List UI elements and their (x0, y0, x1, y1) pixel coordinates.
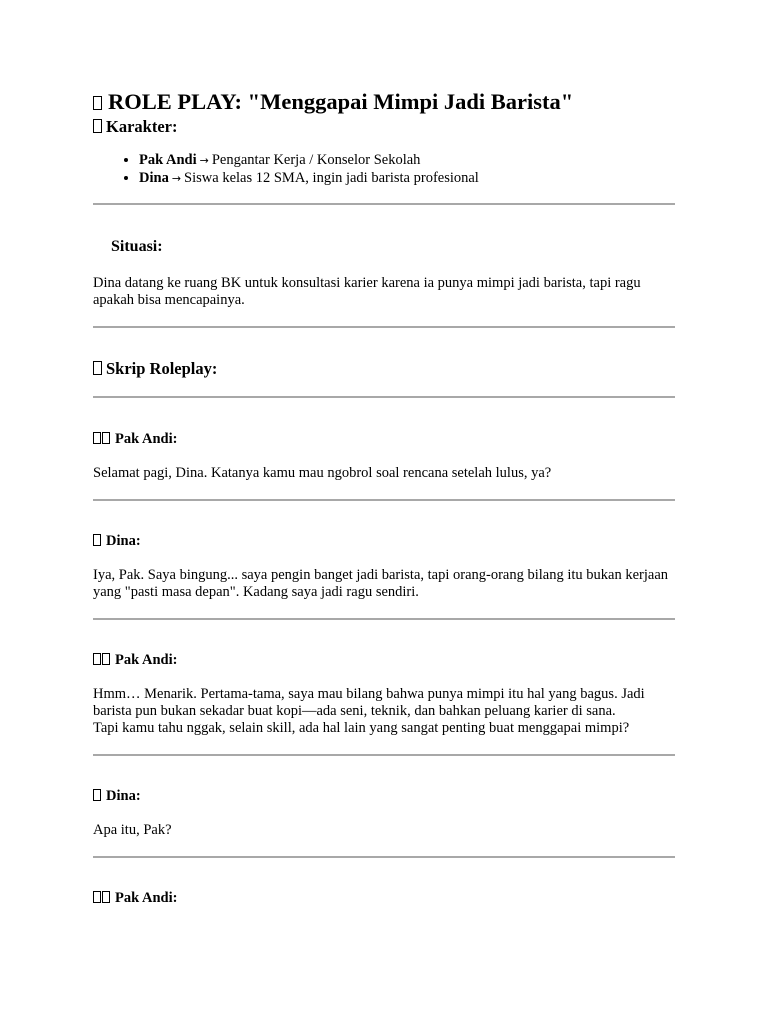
missing-glyph-icon (102, 653, 110, 665)
missing-glyph-icon (93, 361, 102, 375)
missing-glyph-icon (93, 96, 102, 110)
divider (93, 754, 675, 756)
speaker-label (93, 890, 675, 907)
missing-glyph-icon (93, 432, 101, 444)
divider (93, 499, 675, 501)
document-content (93, 88, 675, 907)
character-item (139, 170, 675, 188)
character-desc: Siswa kelas 12 SMA, ingin jadi barista profesional (184, 169, 479, 186)
speaker-label (93, 788, 675, 805)
character-name: Dina (139, 169, 169, 186)
missing-glyph-icon (93, 789, 101, 801)
situasi-heading-text: Situasi: (111, 238, 163, 255)
skrip-heading (93, 358, 675, 380)
karakter-heading (93, 116, 675, 138)
dialogue-text: Iya, Pak. Saya bingung... saya pengin banget jadi barista, tapi orang-orang bilang itu bukan kerjaan yang "pasti masa depan". Kadang saya jadi ragu sendiri. (93, 567, 669, 600)
missing-glyph-icon (93, 891, 101, 903)
speaker-name: Pak Andi: (115, 431, 178, 447)
missing-glyph-icon (93, 653, 101, 665)
character-item (139, 152, 675, 170)
character-desc: Pengantar Kerja / Konselor Sekolah (211, 152, 421, 168)
situasi-heading (93, 236, 675, 258)
dialogue-text: Selamat pagi, Dina. Katanya kamu mau ngobrol soal rencana setelah lulus, ya? (93, 465, 552, 481)
divider (93, 326, 675, 328)
speaker-name: Dina: (106, 788, 141, 804)
missing-glyph-icon (102, 891, 110, 903)
dialogue-text: Apa itu, Pak? (93, 822, 172, 838)
speaker-name: Dina: (106, 533, 141, 549)
missing-glyph-icon (93, 534, 101, 546)
speaker-label (93, 533, 675, 550)
karakter-heading-text: Karakter: (106, 117, 178, 136)
arrow-icon: → (171, 171, 182, 185)
speaker-name: Pak Andi: (115, 890, 178, 906)
divider (93, 856, 675, 858)
divider (93, 618, 675, 620)
divider (93, 396, 675, 398)
dialogue-text: Hmm… Menarik. Pertama-tama, saya mau bilang bahwa punya mimpi itu hal yang bagus. Jadi barista pun bukan sekadar buat kopi—ada seni, teknik, dan bahkan peluang karier di sana. (93, 686, 645, 719)
document-title (93, 88, 675, 116)
character-name: Pak Andi (139, 152, 197, 168)
divider (93, 203, 675, 205)
missing-glyph-icon (102, 432, 110, 444)
speaker-label (93, 431, 675, 448)
speaker-label (93, 652, 675, 669)
title-text: ROLE PLAY: "Menggapai Mimpi Jadi Barista" (108, 89, 574, 114)
skrip-heading-text: Skrip Roleplay: (106, 359, 218, 378)
character-list (93, 152, 675, 187)
missing-glyph-icon (93, 119, 102, 133)
situasi-text: Dina datang ke ruang BK untuk konsultasi karier karena ia punya mimpi jadi barista, tapi ragu apakah bisa mencapainya. (93, 275, 641, 308)
dialogue-text: Tapi kamu tahu nggak, selain skill, ada hal lain yang sangat penting buat menggapai mimpi? (93, 720, 630, 736)
arrow-icon: → (199, 154, 209, 167)
speaker-name: Pak Andi: (115, 652, 178, 668)
